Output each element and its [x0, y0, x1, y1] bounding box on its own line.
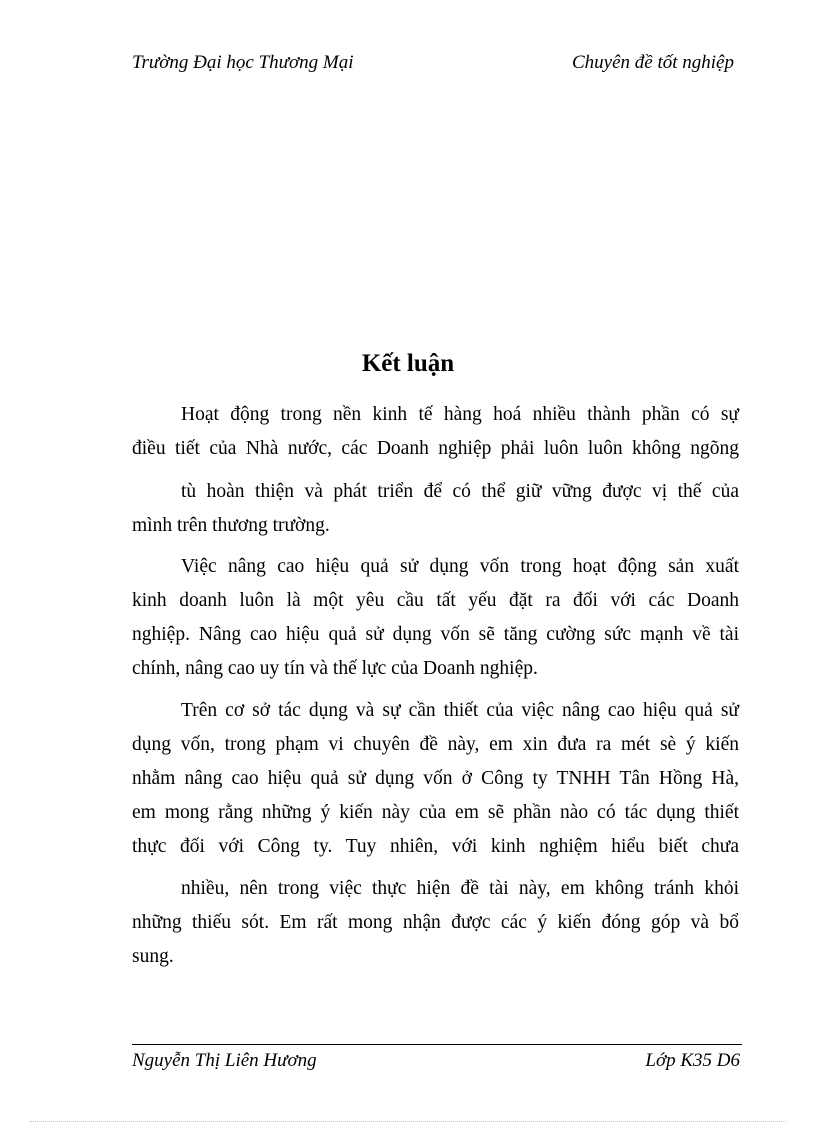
footer-class-code: Lớp K35 D6 — [645, 1050, 740, 1071]
page-title: Kết luận — [361, 350, 455, 377]
text-line: chính, nâng cao uy tín và thế lực của Doanh nghiệp. — [132, 658, 538, 679]
page-bottom-border — [30, 1121, 786, 1122]
text-line: nhiều, nên trong việc thực hiện đề tài này, em không tránh khỏi — [181, 878, 739, 899]
text-line: mình trên thương trường. — [132, 515, 330, 536]
text-line: thực đối với Công ty. Tuy nhiên, với kinh nghiệm hiểu biết chưa — [132, 836, 739, 857]
text-line: Trên cơ sở tác dụng và sự cần thiết của việc nâng cao hiệu quả sử — [181, 700, 739, 721]
paragraph-1 — [132, 398, 739, 466]
paragraph-1-continued — [132, 475, 739, 543]
text-line: nhằm nâng cao hiệu quả sử dụng vốn ở Công ty TNHH Tân Hồng Hà, — [132, 768, 739, 789]
paragraph-3-continued — [132, 872, 739, 974]
page-footer — [132, 1050, 740, 1078]
page-header — [132, 52, 734, 80]
text-line: Việc nâng cao hiệu quả sử dụng vốn trong hoạt động sản xuất — [181, 556, 739, 577]
header-document-type: Chuyên đề tốt nghiệp — [572, 52, 734, 73]
text-line: Hoạt động trong nền kinh tế hàng hoá nhiều thành phần có sự — [181, 404, 739, 425]
footer-author-name: Nguyễn Thị Liên Hương — [132, 1050, 317, 1071]
text-line: em mong rằng những ý kiến này của em sẽ phần nào có tác dụng thiết — [132, 802, 739, 823]
paragraph-3 — [132, 694, 739, 864]
text-line: tù hoàn thiện và phát triển để có thể giữ vững được vị thế của — [181, 481, 739, 502]
paragraph-2 — [132, 550, 739, 686]
text-line: dụng vốn, trong phạm vi chuyên đề này, em xin đưa ra mét sè ý kiến — [132, 734, 739, 755]
text-line: điều tiết của Nhà nước, các Doanh nghiệp phải luôn luôn không ngõng — [132, 438, 739, 459]
text-line: sung. — [132, 946, 174, 967]
text-line: kinh doanh luôn là một yêu cầu tất yếu đặt ra đối với các Doanh — [132, 590, 739, 611]
text-line: những thiếu sót. Em rất mong nhận được các ý kiến đóng góp và bổ — [132, 912, 739, 933]
footer-divider — [132, 1044, 742, 1045]
text-line: nghiệp. Nâng cao hiệu quả sử dụng vốn sẽ tăng cường sức mạnh về tài — [132, 624, 739, 645]
header-school-name: Trường Đại học Thương Mại — [132, 52, 354, 73]
